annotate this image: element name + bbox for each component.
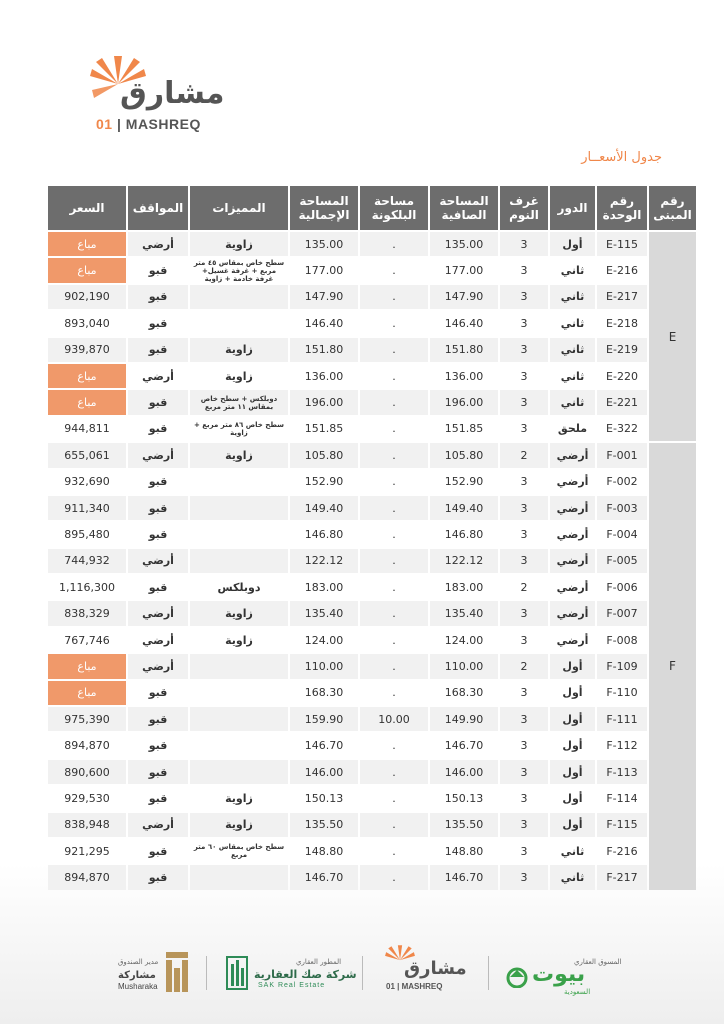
price-cell: 944,811 bbox=[48, 417, 126, 441]
bedrooms-cell: 3 bbox=[500, 760, 548, 784]
price-cell: مباع bbox=[48, 681, 126, 705]
gross-area-cell: 150.13 bbox=[290, 786, 358, 810]
gross-area-cell: 147.90 bbox=[290, 285, 358, 309]
balcony-cell: . bbox=[360, 760, 428, 784]
table-row bbox=[48, 285, 696, 309]
header-parking: المواقف bbox=[128, 186, 188, 230]
table-row bbox=[48, 681, 696, 705]
net-area-cell: 146.40 bbox=[430, 311, 498, 335]
gross-area-cell: 151.85 bbox=[290, 417, 358, 441]
net-area-cell: 135.50 bbox=[430, 813, 498, 837]
unit-cell: F-115 bbox=[597, 813, 647, 837]
price-cell: 894,870 bbox=[48, 733, 126, 757]
gross-area-cell: 146.70 bbox=[290, 733, 358, 757]
floor-cell: أرضي bbox=[550, 522, 595, 546]
table-row bbox=[48, 733, 696, 757]
parking-cell: قبو bbox=[128, 258, 188, 282]
balcony-cell: . bbox=[360, 338, 428, 362]
table-row bbox=[48, 364, 696, 388]
bedrooms-cell: 3 bbox=[500, 681, 548, 705]
unit-cell: F-114 bbox=[597, 786, 647, 810]
gross-area-cell: 105.80 bbox=[290, 443, 358, 467]
gross-area-cell: 152.90 bbox=[290, 470, 358, 494]
balcony-cell: . bbox=[360, 654, 428, 678]
house-icon bbox=[504, 966, 530, 988]
parking-cell: قبو bbox=[128, 575, 188, 599]
balcony-cell: . bbox=[360, 443, 428, 467]
table-row bbox=[48, 311, 696, 335]
table-row bbox=[48, 417, 696, 441]
net-area-cell: 151.80 bbox=[430, 338, 498, 362]
balcony-cell: . bbox=[360, 285, 428, 309]
floor-cell: أرضي bbox=[550, 549, 595, 573]
parking-cell: قبو bbox=[128, 311, 188, 335]
table-row bbox=[48, 258, 696, 282]
features-cell: سطح خاص ٨٦ متر مربع + زاوية bbox=[190, 417, 288, 441]
table-row bbox=[48, 522, 696, 546]
floor-cell: ثاني bbox=[550, 338, 595, 362]
features-cell: زاوية bbox=[190, 813, 288, 837]
sak-building-icon bbox=[226, 956, 248, 990]
features-cell bbox=[190, 760, 288, 784]
net-area-cell: 168.30 bbox=[430, 681, 498, 705]
balcony-cell: . bbox=[360, 390, 428, 414]
net-area-cell: 110.00 bbox=[430, 654, 498, 678]
parking-cell: قبو bbox=[128, 417, 188, 441]
gross-area-cell: 122.12 bbox=[290, 549, 358, 573]
section-title: جدول الأسعــار bbox=[581, 150, 662, 165]
bedrooms-cell: 2 bbox=[500, 654, 548, 678]
header-balcony: مساحة البلكونة bbox=[360, 186, 428, 230]
balcony-cell: . bbox=[360, 417, 428, 441]
balcony-cell: . bbox=[360, 786, 428, 810]
musharaka-building-icon bbox=[166, 952, 188, 992]
mashreq-logo bbox=[86, 54, 225, 134]
balcony-cell: . bbox=[360, 232, 428, 256]
balcony-cell: . bbox=[360, 865, 428, 889]
table-row bbox=[48, 839, 696, 863]
balcony-cell: . bbox=[360, 575, 428, 599]
price-cell: مباع bbox=[48, 258, 126, 282]
gross-area-cell: 135.50 bbox=[290, 813, 358, 837]
net-area-cell: 146.80 bbox=[430, 522, 498, 546]
table-row bbox=[48, 628, 696, 652]
net-area-cell: 122.12 bbox=[430, 549, 498, 573]
parking-cell: قبو bbox=[128, 707, 188, 731]
balcony-cell: 10.00 bbox=[360, 707, 428, 731]
price-cell: 894,870 bbox=[48, 865, 126, 889]
parking-cell: قبو bbox=[128, 681, 188, 705]
unit-cell: E-216 bbox=[597, 258, 647, 282]
net-area-cell: 146.70 bbox=[430, 733, 498, 757]
table-row bbox=[48, 707, 696, 731]
floor-cell: أول bbox=[550, 654, 595, 678]
table-row bbox=[48, 470, 696, 494]
floor-cell: أول bbox=[550, 681, 595, 705]
price-cell: 890,600 bbox=[48, 760, 126, 784]
net-area-cell: 146.70 bbox=[430, 865, 498, 889]
gross-area-cell: 177.00 bbox=[290, 258, 358, 282]
floor-cell: أرضي bbox=[550, 443, 595, 467]
bedrooms-cell: 3 bbox=[500, 470, 548, 494]
header-unit: رقم الوحدة bbox=[597, 186, 647, 230]
features-cell bbox=[190, 865, 288, 889]
header-gross-area: المساحة الإجمالية bbox=[290, 186, 358, 230]
floor-cell: ثاني bbox=[550, 839, 595, 863]
features-cell: زاوية bbox=[190, 786, 288, 810]
floor-cell: أول bbox=[550, 760, 595, 784]
features-cell bbox=[190, 470, 288, 494]
table-row bbox=[48, 549, 696, 573]
unit-cell: F-109 bbox=[597, 654, 647, 678]
unit-cell: F-002 bbox=[597, 470, 647, 494]
gross-area-cell: 196.00 bbox=[290, 390, 358, 414]
parking-cell: قبو bbox=[128, 522, 188, 546]
features-cell bbox=[190, 733, 288, 757]
parking-cell: أرضي bbox=[128, 813, 188, 837]
bedrooms-cell: 3 bbox=[500, 364, 548, 388]
price-cell: 921,295 bbox=[48, 839, 126, 863]
bedrooms-cell: 3 bbox=[500, 839, 548, 863]
unit-cell: E-217 bbox=[597, 285, 647, 309]
balcony-cell: . bbox=[360, 601, 428, 625]
balcony-cell: . bbox=[360, 364, 428, 388]
parking-cell: قبو bbox=[128, 496, 188, 520]
unit-cell: E-115 bbox=[597, 232, 647, 256]
header-floor: الدور bbox=[550, 186, 595, 230]
features-cell bbox=[190, 496, 288, 520]
price-cell: 1,116,300 bbox=[48, 575, 126, 599]
footer-logos: مدير الصندوق مشاركة Musharaka المطور العقاري شركة صك العقارية SAK Real Estate مشارق 01 | MASHREQ المسوق العقاري بيوت السعودية bbox=[0, 938, 724, 998]
bedrooms-cell: 3 bbox=[500, 628, 548, 652]
features-cell bbox=[190, 522, 288, 546]
unit-cell: E-221 bbox=[597, 390, 647, 414]
floor-cell: أرضي bbox=[550, 628, 595, 652]
features-cell: زاوية bbox=[190, 443, 288, 467]
parking-cell: أرضي bbox=[128, 443, 188, 467]
features-cell: زاوية bbox=[190, 364, 288, 388]
net-area-cell: 149.90 bbox=[430, 707, 498, 731]
price-cell: 939,870 bbox=[48, 338, 126, 362]
bedrooms-cell: 3 bbox=[500, 813, 548, 837]
bedrooms-cell: 3 bbox=[500, 311, 548, 335]
parking-cell: قبو bbox=[128, 865, 188, 889]
price-cell: مباع bbox=[48, 232, 126, 256]
unit-cell: F-113 bbox=[597, 760, 647, 784]
floor-cell: ملحق bbox=[550, 417, 595, 441]
table-row bbox=[48, 443, 696, 467]
net-area-cell: 136.00 bbox=[430, 364, 498, 388]
parking-cell: قبو bbox=[128, 338, 188, 362]
balcony-cell: . bbox=[360, 839, 428, 863]
building-cell: F bbox=[649, 443, 696, 890]
bedrooms-cell: 3 bbox=[500, 338, 548, 362]
price-cell: مباع bbox=[48, 364, 126, 388]
floor-cell: أول bbox=[550, 232, 595, 256]
parking-cell: أرضي bbox=[128, 364, 188, 388]
bedrooms-cell: 3 bbox=[500, 417, 548, 441]
bedrooms-cell: 3 bbox=[500, 496, 548, 520]
table-header-row bbox=[48, 186, 696, 230]
features-cell bbox=[190, 285, 288, 309]
price-cell: 895,480 bbox=[48, 522, 126, 546]
gross-area-cell: 146.70 bbox=[290, 865, 358, 889]
parking-cell: قبو bbox=[128, 470, 188, 494]
net-area-cell: 146.00 bbox=[430, 760, 498, 784]
gross-area-cell: 183.00 bbox=[290, 575, 358, 599]
features-cell bbox=[190, 707, 288, 731]
brand-name-en: 01 | MASHREQ bbox=[96, 116, 201, 132]
balcony-cell: . bbox=[360, 733, 428, 757]
unit-cell: F-111 bbox=[597, 707, 647, 731]
unit-cell: F-005 bbox=[597, 549, 647, 573]
price-cell: 932,690 bbox=[48, 470, 126, 494]
balcony-cell: . bbox=[360, 496, 428, 520]
building-cell: E bbox=[649, 232, 696, 441]
parking-cell: قبو bbox=[128, 733, 188, 757]
balcony-cell: . bbox=[360, 470, 428, 494]
net-area-cell: 149.40 bbox=[430, 496, 498, 520]
parking-cell: قبو bbox=[128, 285, 188, 309]
parking-cell: قبو bbox=[128, 839, 188, 863]
table-row bbox=[48, 786, 696, 810]
table-row bbox=[48, 813, 696, 837]
features-cell bbox=[190, 549, 288, 573]
parking-cell: قبو bbox=[128, 786, 188, 810]
price-cell: مباع bbox=[48, 390, 126, 414]
floor-cell: أول bbox=[550, 733, 595, 757]
balcony-cell: . bbox=[360, 522, 428, 546]
price-cell: 893,040 bbox=[48, 311, 126, 335]
features-cell bbox=[190, 681, 288, 705]
features-cell bbox=[190, 654, 288, 678]
unit-cell: F-004 bbox=[597, 522, 647, 546]
price-cell: 911,340 bbox=[48, 496, 126, 520]
price-cell: 975,390 bbox=[48, 707, 126, 731]
bedrooms-cell: 2 bbox=[500, 575, 548, 599]
floor-cell: ثاني bbox=[550, 285, 595, 309]
balcony-cell: . bbox=[360, 681, 428, 705]
floor-cell: أرضي bbox=[550, 470, 595, 494]
footer-divider bbox=[362, 956, 363, 990]
gross-area-cell: 146.40 bbox=[290, 311, 358, 335]
floor-cell: أرضي bbox=[550, 496, 595, 520]
features-cell: سطح خاص بمقاس ٤٥ متر مربع + غرفة غسيل+ غرفة خادمة + زاوية bbox=[190, 258, 288, 282]
balcony-cell: . bbox=[360, 628, 428, 652]
features-cell: دوبلكس + سطح خاص بمقاس ١١ متر مربع bbox=[190, 390, 288, 414]
price-cell: 744,932 bbox=[48, 549, 126, 573]
unit-cell: F-003 bbox=[597, 496, 647, 520]
features-cell: دوبلكس bbox=[190, 575, 288, 599]
net-area-cell: 196.00 bbox=[430, 390, 498, 414]
gross-area-cell: 136.00 bbox=[290, 364, 358, 388]
gross-area-cell: 148.80 bbox=[290, 839, 358, 863]
bedrooms-cell: 3 bbox=[500, 258, 548, 282]
bedrooms-cell: 2 bbox=[500, 443, 548, 467]
table-row bbox=[48, 575, 696, 599]
floor-cell: ثاني bbox=[550, 311, 595, 335]
floor-cell: أرضي bbox=[550, 575, 595, 599]
bedrooms-cell: 3 bbox=[500, 285, 548, 309]
price-cell: 902,190 bbox=[48, 285, 126, 309]
parking-cell: أرضي bbox=[128, 601, 188, 625]
table-body bbox=[48, 232, 696, 890]
net-area-cell: 135.00 bbox=[430, 232, 498, 256]
unit-cell: F-110 bbox=[597, 681, 647, 705]
table-row bbox=[48, 760, 696, 784]
table-row bbox=[48, 232, 696, 256]
features-cell: زاوية bbox=[190, 338, 288, 362]
bedrooms-cell: 3 bbox=[500, 601, 548, 625]
unit-cell: F-006 bbox=[597, 575, 647, 599]
net-area-cell: 183.00 bbox=[430, 575, 498, 599]
gross-area-cell: 110.00 bbox=[290, 654, 358, 678]
net-area-cell: 147.90 bbox=[430, 285, 498, 309]
price-cell: مباع bbox=[48, 654, 126, 678]
bedrooms-cell: 3 bbox=[500, 232, 548, 256]
floor-cell: ثاني bbox=[550, 364, 595, 388]
bedrooms-cell: 3 bbox=[500, 522, 548, 546]
net-area-cell: 150.13 bbox=[430, 786, 498, 810]
footer-divider bbox=[206, 956, 207, 990]
bedrooms-cell: 3 bbox=[500, 549, 548, 573]
gross-area-cell: 168.30 bbox=[290, 681, 358, 705]
balcony-cell: . bbox=[360, 258, 428, 282]
header-net-area: المساحة الصافية bbox=[430, 186, 498, 230]
net-area-cell: 177.00 bbox=[430, 258, 498, 282]
header-features: المميزات bbox=[190, 186, 288, 230]
gross-area-cell: 124.00 bbox=[290, 628, 358, 652]
floor-cell: ثاني bbox=[550, 258, 595, 282]
net-area-cell: 152.90 bbox=[430, 470, 498, 494]
table-row bbox=[48, 865, 696, 889]
floor-cell: أول bbox=[550, 786, 595, 810]
floor-cell: أول bbox=[550, 707, 595, 731]
net-area-cell: 135.40 bbox=[430, 601, 498, 625]
floor-cell: ثاني bbox=[550, 865, 595, 889]
features-cell bbox=[190, 311, 288, 335]
parking-cell: قبو bbox=[128, 390, 188, 414]
table-row bbox=[48, 496, 696, 520]
parking-cell: أرضي bbox=[128, 549, 188, 573]
header-price: السعر bbox=[48, 186, 126, 230]
unit-cell: E-218 bbox=[597, 311, 647, 335]
net-area-cell: 105.80 bbox=[430, 443, 498, 467]
table-row bbox=[48, 390, 696, 414]
price-cell: 838,948 bbox=[48, 813, 126, 837]
parking-cell: أرضي bbox=[128, 628, 188, 652]
unit-cell: F-216 bbox=[597, 839, 647, 863]
unit-cell: E-220 bbox=[597, 364, 647, 388]
unit-cell: F-001 bbox=[597, 443, 647, 467]
table-row bbox=[48, 601, 696, 625]
bedrooms-cell: 3 bbox=[500, 707, 548, 731]
features-cell: سطح خاص بمقاس ٦٠ متر مربع bbox=[190, 839, 288, 863]
floor-cell: أرضي bbox=[550, 601, 595, 625]
bedrooms-cell: 3 bbox=[500, 786, 548, 810]
unit-cell: F-112 bbox=[597, 733, 647, 757]
gross-area-cell: 135.00 bbox=[290, 232, 358, 256]
features-cell: زاوية bbox=[190, 232, 288, 256]
balcony-cell: . bbox=[360, 813, 428, 837]
header-bedrooms: غرف النوم bbox=[500, 186, 548, 230]
unit-cell: E-219 bbox=[597, 338, 647, 362]
header-building: رقم المبنى bbox=[649, 186, 696, 230]
gross-area-cell: 146.80 bbox=[290, 522, 358, 546]
net-area-cell: 151.85 bbox=[430, 417, 498, 441]
brand-name-ar: مشارق bbox=[120, 76, 225, 111]
net-area-cell: 148.80 bbox=[430, 839, 498, 863]
parking-cell: قبو bbox=[128, 760, 188, 784]
unit-cell: F-008 bbox=[597, 628, 647, 652]
unit-cell: F-217 bbox=[597, 865, 647, 889]
price-table bbox=[46, 184, 698, 892]
bedrooms-cell: 3 bbox=[500, 733, 548, 757]
floor-cell: أول bbox=[550, 813, 595, 837]
gross-area-cell: 135.40 bbox=[290, 601, 358, 625]
balcony-cell: . bbox=[360, 549, 428, 573]
bedrooms-cell: 3 bbox=[500, 390, 548, 414]
gross-area-cell: 149.40 bbox=[290, 496, 358, 520]
gross-area-cell: 146.00 bbox=[290, 760, 358, 784]
bedrooms-cell: 3 bbox=[500, 865, 548, 889]
price-cell: 767,746 bbox=[48, 628, 126, 652]
gross-area-cell: 151.80 bbox=[290, 338, 358, 362]
price-cell: 838,329 bbox=[48, 601, 126, 625]
unit-cell: F-007 bbox=[597, 601, 647, 625]
floor-cell: ثاني bbox=[550, 390, 595, 414]
gross-area-cell: 159.90 bbox=[290, 707, 358, 731]
table-row bbox=[48, 654, 696, 678]
parking-cell: أرضي bbox=[128, 232, 188, 256]
features-cell: زاوية bbox=[190, 601, 288, 625]
unit-cell: E-322 bbox=[597, 417, 647, 441]
price-cell: 655,061 bbox=[48, 443, 126, 467]
parking-cell: أرضي bbox=[128, 654, 188, 678]
features-cell: زاوية bbox=[190, 628, 288, 652]
table-row bbox=[48, 338, 696, 362]
balcony-cell: . bbox=[360, 311, 428, 335]
footer-divider bbox=[488, 956, 489, 990]
net-area-cell: 124.00 bbox=[430, 628, 498, 652]
price-cell: 929,530 bbox=[48, 786, 126, 810]
